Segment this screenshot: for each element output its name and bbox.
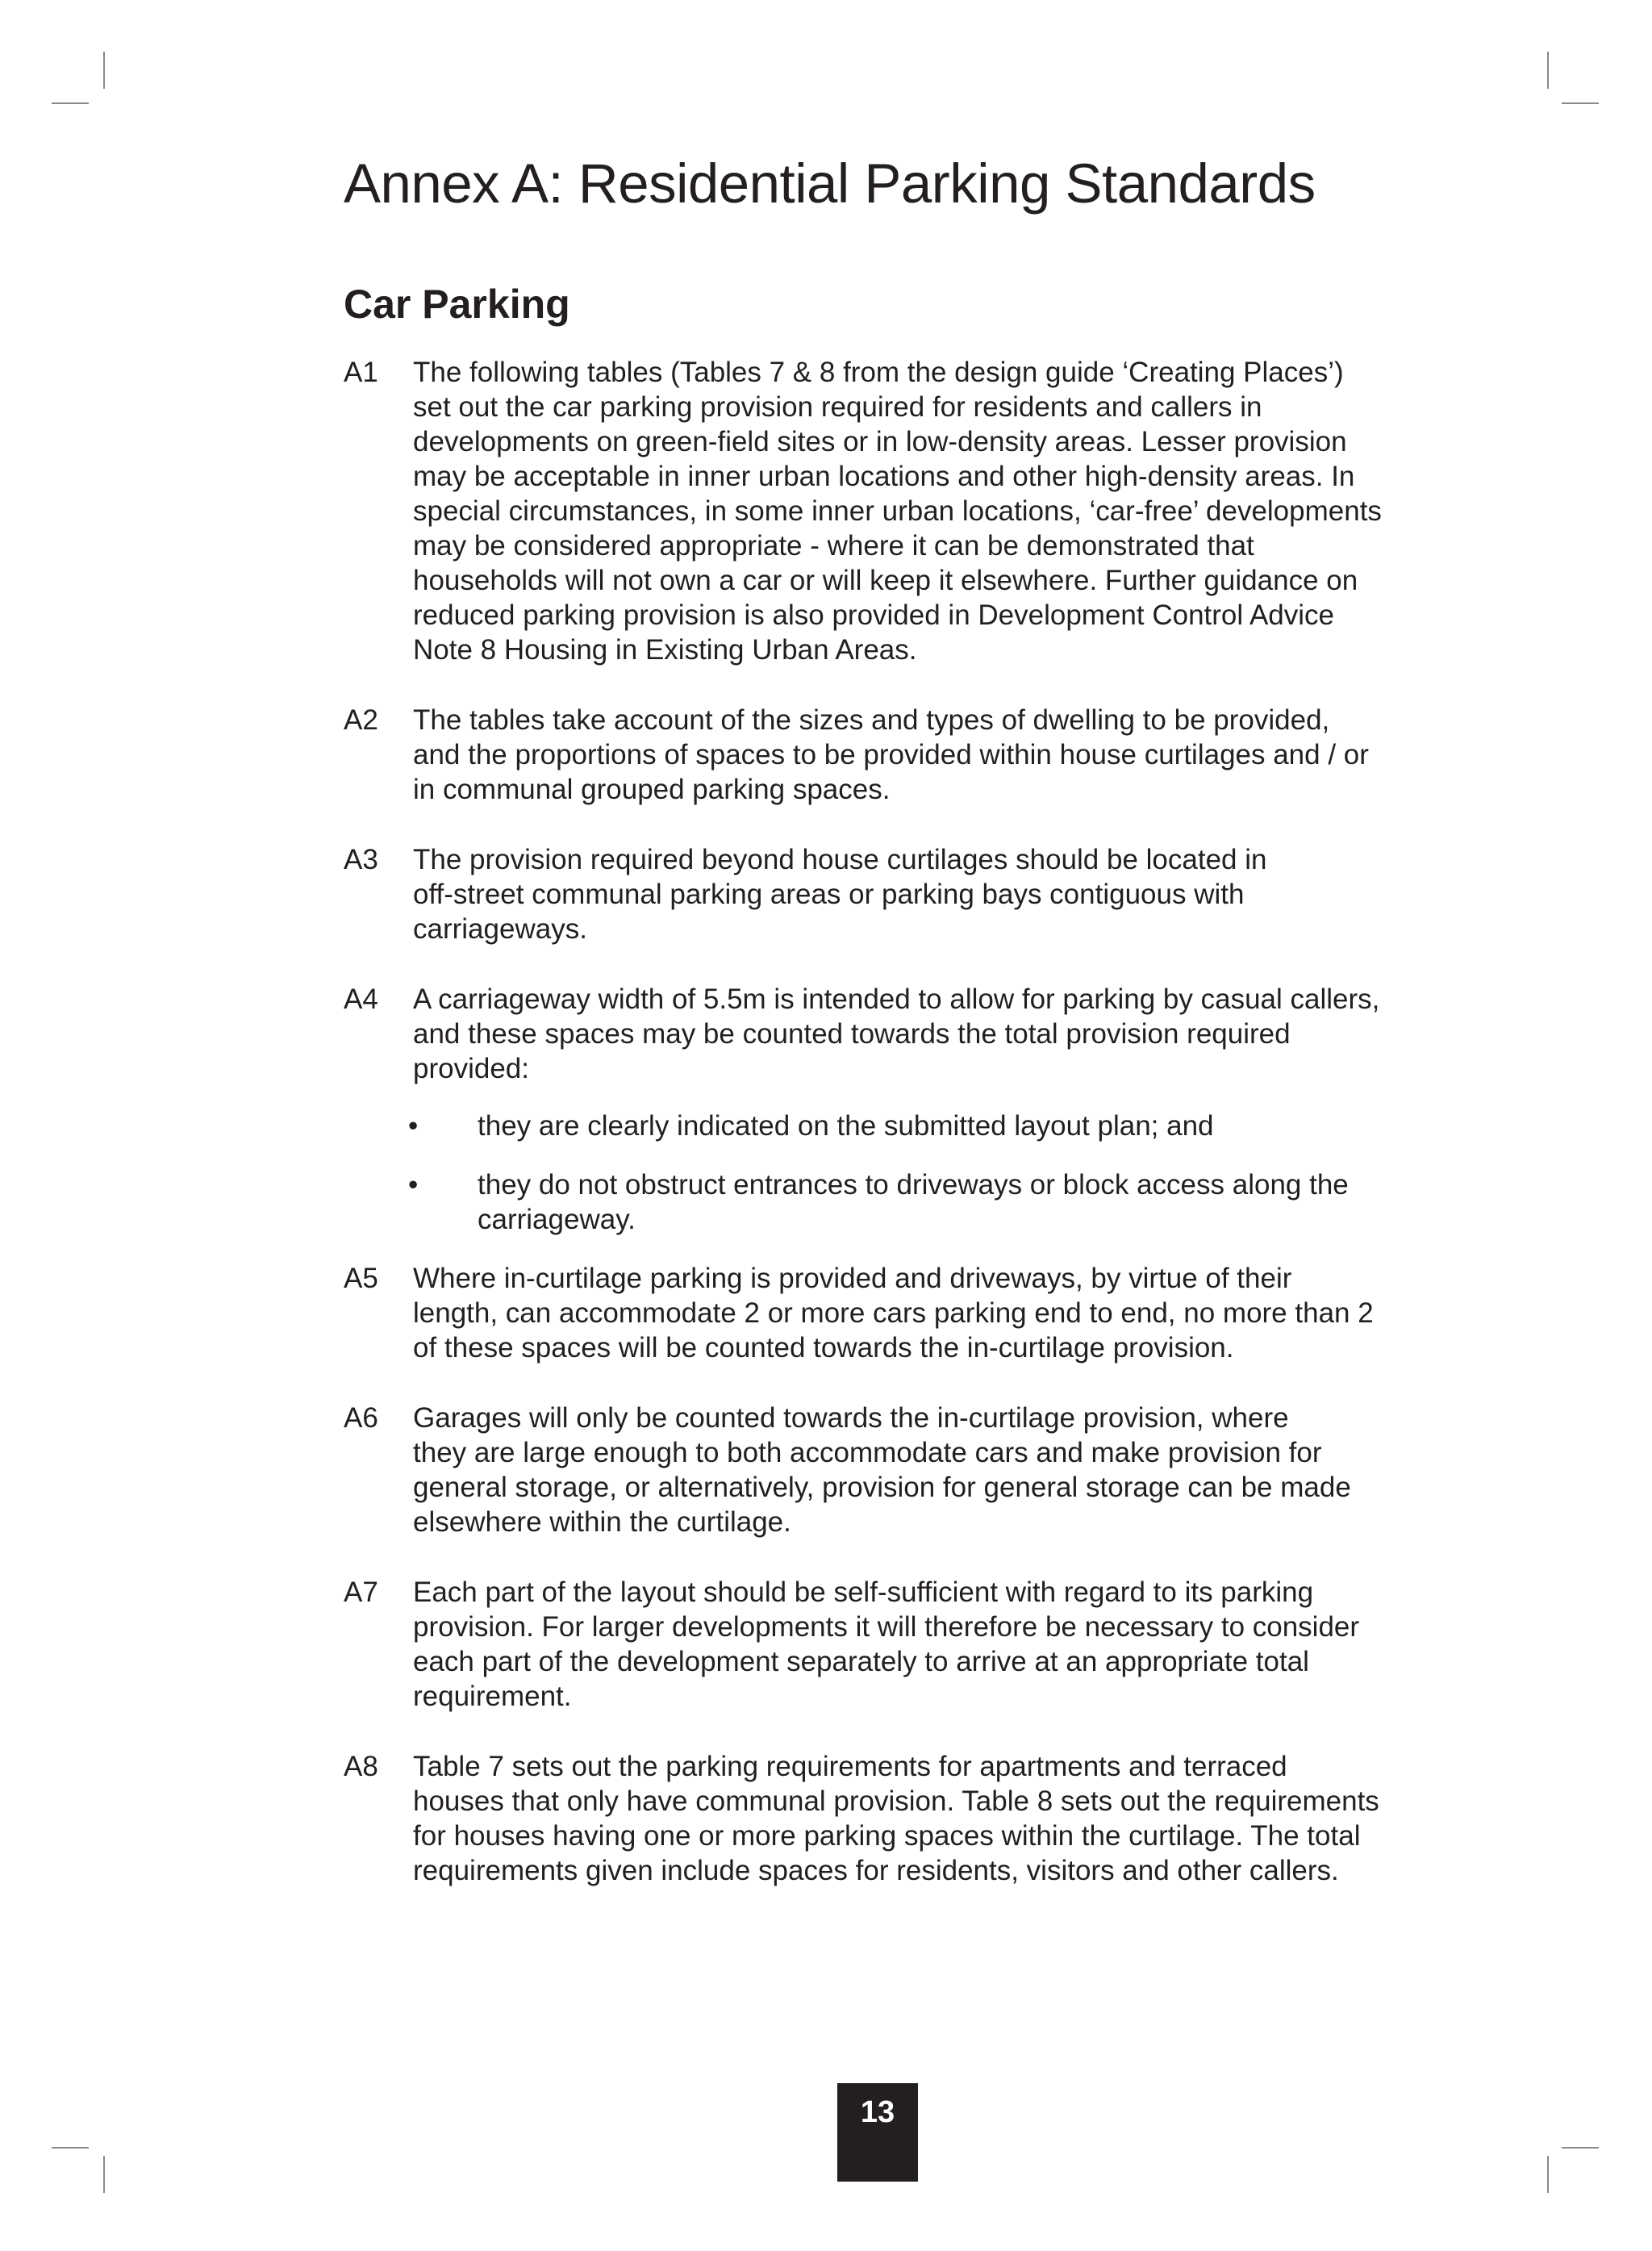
text-line: The following tables (Tables 7 & 8 from the design guide ‘Creating Places’) — [413, 357, 1344, 388]
paragraph-a4 — [344, 982, 1425, 1086]
text-line: they are clearly indicated on the submitted layout plan; and — [478, 1110, 1214, 1142]
paragraph-number: A3 — [344, 844, 378, 875]
text-line: Each part of the layout should be self-sufficient with regard to its parking — [413, 1577, 1314, 1608]
paragraph-text — [413, 982, 1425, 1086]
text-line: Where in-curtilage parking is provided and driveways, by virtue of their — [413, 1263, 1292, 1294]
paragraph-number: A6 — [344, 1402, 378, 1434]
text-line: Note 8 Housing in Existing Urban Areas. — [413, 634, 917, 666]
text-line: A carriageway width of 5.5m is intended to allow for parking by casual callers, — [413, 984, 1380, 1015]
text-line: The provision required beyond house curtilages should be located in — [413, 844, 1267, 875]
paragraph-text — [413, 1575, 1425, 1714]
text-line: off-street communal parking areas or parking bays contiguous with — [413, 879, 1245, 910]
page-number: 13 — [837, 2083, 918, 2182]
text-line: they do not obstruct entrances to driveways or block access along the — [478, 1169, 1349, 1201]
text-line: Garages will only be counted towards the in-curtilage provision, where — [413, 1402, 1289, 1434]
text-line: requirement. — [413, 1681, 572, 1712]
document-body — [344, 355, 1425, 1923]
text-line: carriageway. — [478, 1204, 636, 1235]
paragraph-a5 — [344, 1261, 1425, 1365]
paragraph-text — [413, 1749, 1425, 1888]
text-line: they are large enough to both accommodate cars and make provision for — [413, 1437, 1322, 1468]
text-line: for houses having one or more parking spaces within the curtilage. The total — [413, 1820, 1361, 1852]
bullet-list — [344, 1109, 1425, 1237]
text-line: elsewhere within the curtilage. — [413, 1506, 791, 1538]
paragraph-a1 — [344, 355, 1425, 667]
text-line: may be considered appropriate - where it can be demonstrated that — [413, 530, 1254, 562]
paragraph-number: A7 — [344, 1577, 378, 1608]
paragraph-a7 — [344, 1575, 1425, 1714]
paragraph-a8 — [344, 1749, 1425, 1888]
text-line: and these spaces may be counted towards the total provision required — [413, 1018, 1291, 1050]
text-line: and the proportions of spaces to be provided within house curtilages and / or — [413, 739, 1369, 771]
paragraph-text — [413, 703, 1425, 807]
crop-mark-top-right-horizontal — [1562, 102, 1599, 104]
paragraph-text — [413, 1401, 1425, 1539]
text-line: each part of the development separately to arrive at an appropriate total — [413, 1646, 1309, 1677]
bullet-icon: • — [408, 1169, 419, 1201]
text-line: provision. For larger developments it will therefore be necessary to consider — [413, 1611, 1360, 1643]
text-line: length, can accommodate 2 or more cars parking end to end, no more than 2 — [413, 1297, 1374, 1329]
text-line: developments on green-field sites or in low-density areas. Lesser provision — [413, 426, 1347, 457]
paragraph-a6 — [344, 1401, 1425, 1539]
paragraph-number: A2 — [344, 704, 378, 736]
bullet-icon: • — [408, 1110, 419, 1142]
text-line: households will not own a car or will keep it elsewhere. Further guidance on — [413, 565, 1358, 596]
text-line: reduced parking provision is also provided in Development Control Advice — [413, 599, 1335, 631]
paragraph-text — [413, 842, 1425, 946]
text-line: set out the car parking provision required for residents and callers in — [413, 391, 1262, 423]
crop-mark-top-left-vertical — [103, 52, 105, 89]
text-line: houses that only have communal provision. Table 8 sets out the requirements — [413, 1785, 1379, 1817]
text-line: may be acceptable in inner urban locations and other high-density areas. In — [413, 461, 1355, 492]
bullet-item — [344, 1167, 1425, 1237]
text-line: provided: — [413, 1053, 529, 1084]
bullet-text — [478, 1167, 1349, 1237]
section-heading: Car Parking — [344, 282, 570, 327]
text-line: The tables take account of the sizes and types of dwelling to be provided, — [413, 704, 1330, 736]
paragraph-number: A4 — [344, 984, 378, 1015]
text-line: special circumstances, in some inner urban locations, ‘car-free’ developments — [413, 495, 1382, 527]
bullet-item — [344, 1109, 1425, 1143]
paragraph-number: A1 — [344, 357, 378, 388]
text-line: of these spaces will be counted towards the in-curtilage provision. — [413, 1332, 1234, 1364]
crop-mark-bottom-right-horizontal — [1562, 2147, 1599, 2149]
crop-mark-bottom-left-horizontal — [52, 2147, 89, 2149]
paragraph-number: A8 — [344, 1751, 378, 1782]
text-line: in communal grouped parking spaces. — [413, 774, 891, 805]
paragraph-a2 — [344, 703, 1425, 807]
text-line: requirements given include spaces for residents, visitors and other callers. — [413, 1855, 1339, 1886]
text-line: general storage, or alternatively, provision for general storage can be made — [413, 1472, 1351, 1503]
crop-mark-top-left-horizontal — [52, 102, 89, 104]
text-line: carriageways. — [413, 913, 587, 945]
crop-mark-top-right-vertical — [1547, 52, 1549, 89]
crop-mark-bottom-left-vertical — [103, 2156, 105, 2193]
crop-mark-bottom-right-vertical — [1547, 2156, 1549, 2193]
paragraph-text — [413, 355, 1425, 667]
text-line: Table 7 sets out the parking requirements for apartments and terraced — [413, 1751, 1287, 1782]
bullet-text — [478, 1109, 1214, 1143]
paragraph-text — [413, 1261, 1425, 1365]
paragraph-a3 — [344, 842, 1425, 946]
page-title: Annex A: Residential Parking Standards — [344, 152, 1316, 215]
paragraph-number: A5 — [344, 1263, 378, 1294]
